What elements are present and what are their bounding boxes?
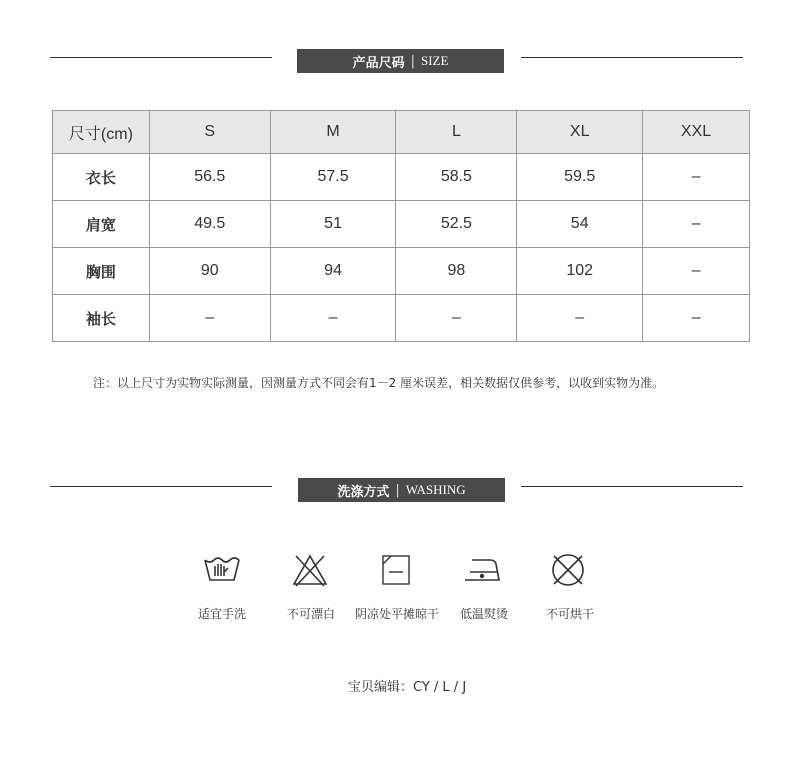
washing-title-en: WASHING — [405, 482, 466, 497]
low-iron-icon — [462, 550, 502, 590]
size-divider-left — [50, 57, 272, 58]
size-title-cn: 产品尺码 — [352, 55, 405, 71]
size-table — [52, 110, 750, 342]
table-row — [53, 201, 750, 248]
table-cell: 57.5 — [270, 154, 396, 201]
table-row — [53, 154, 750, 201]
size-title-en: SIZE — [420, 53, 449, 68]
header-cell-unit: 尺寸(cm) — [53, 111, 150, 154]
table-cell: 94 — [270, 248, 396, 295]
row-label-length: 衣长 — [53, 154, 150, 201]
table-cell: 56.5 — [149, 154, 270, 201]
shade-dry-flat-label: 阴凉处平摊晾干 — [354, 607, 440, 621]
header-cell-l: L — [396, 111, 517, 154]
washing-title-separator: | — [395, 482, 400, 498]
hand-wash-icon — [202, 550, 242, 590]
table-cell: 58.5 — [396, 154, 517, 201]
table-cell: 54 — [517, 201, 643, 248]
low-iron-label: 低温熨烫 — [459, 607, 509, 621]
table-cell: 49.5 — [149, 201, 270, 248]
table-cell: – — [149, 295, 270, 342]
header-cell-m: M — [270, 111, 396, 154]
table-cell: 90 — [149, 248, 270, 295]
table-cell: – — [643, 248, 750, 295]
washing-divider-right — [521, 486, 743, 487]
no-tumble-dry-label: 不可烘干 — [545, 607, 595, 621]
table-cell: – — [270, 295, 396, 342]
header-cell-xl: XL — [517, 111, 643, 154]
editor-credit: 宝贝编辑：CY / L / J — [348, 680, 467, 695]
table-row — [53, 248, 750, 295]
table-cell: – — [643, 154, 750, 201]
no-tumble-dry-icon — [548, 550, 588, 590]
header-cell-xxl: XXL — [643, 111, 750, 154]
table-cell: 59.5 — [517, 154, 643, 201]
table-cell: – — [517, 295, 643, 342]
hand-wash-label: 适宜手洗 — [197, 607, 247, 621]
no-bleach-label: 不可漂白 — [286, 607, 336, 621]
no-bleach-icon — [290, 550, 330, 590]
row-label-chest: 胸围 — [53, 248, 150, 295]
table-cell: 98 — [396, 248, 517, 295]
washing-section-title — [298, 478, 505, 502]
table-cell: – — [396, 295, 517, 342]
row-label-sleeve: 袖长 — [53, 295, 150, 342]
row-label-shoulder: 肩宽 — [53, 201, 150, 248]
table-cell: – — [643, 295, 750, 342]
table-cell: 51 — [270, 201, 396, 248]
size-title-separator: | — [410, 53, 415, 69]
shade-dry-flat-icon — [376, 550, 416, 590]
header-cell-s: S — [149, 111, 270, 154]
washing-divider-left — [50, 486, 272, 487]
table-row — [53, 295, 750, 342]
size-section-title — [297, 49, 504, 73]
washing-title-cn: 洗涤方式 — [337, 484, 390, 500]
size-divider-right — [521, 57, 743, 58]
table-cell: 102 — [517, 248, 643, 295]
size-note: 注：以上尺寸为实物实际测量，因测量方式不同会有1－2 厘米误差，相关数据仅供参考，以收到实物为准。 — [93, 376, 665, 390]
table-cell: 52.5 — [396, 201, 517, 248]
table-cell: – — [643, 201, 750, 248]
size-table-header-row — [53, 111, 750, 154]
